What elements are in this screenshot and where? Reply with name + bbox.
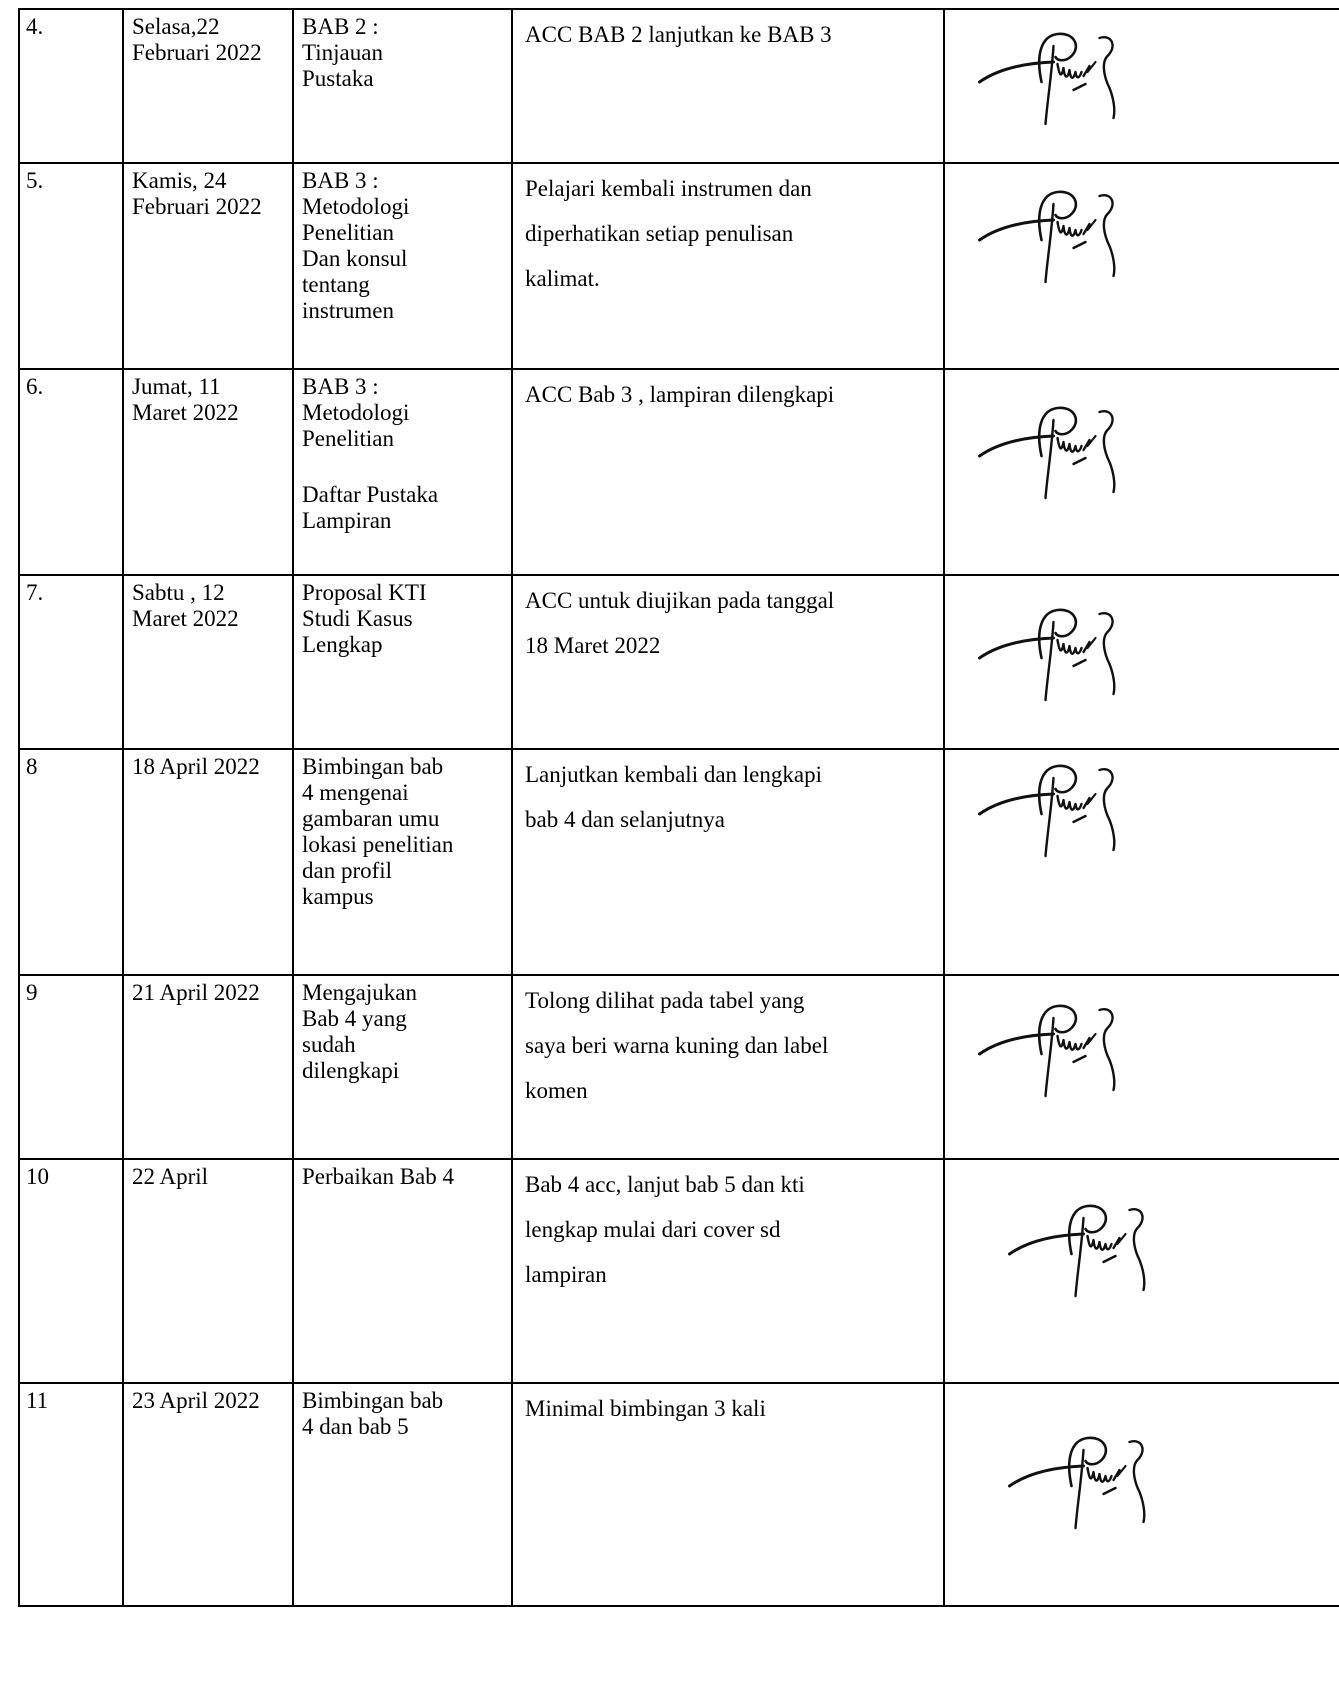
note-line: lampiran: [525, 1262, 607, 1287]
row-number-cell: [19, 369, 123, 575]
date-text: [124, 976, 292, 1006]
date-line: 21 April 2022: [132, 980, 260, 1005]
topic-line: dan profil: [302, 858, 393, 883]
topic-text: [294, 976, 511, 1084]
topic-cell: [293, 9, 512, 163]
row-number-cell: [19, 163, 123, 369]
topic-line: Bimbingan bab: [302, 754, 444, 779]
note-line: komen: [525, 1078, 588, 1103]
supervisor-note: [513, 370, 943, 417]
row-number-cell: [19, 9, 123, 163]
note-cell: [512, 575, 944, 749]
row-number-cell: [19, 975, 123, 1159]
topic-cell: [293, 749, 512, 975]
signature-icon: [1003, 1198, 1158, 1308]
supervisor-note: [513, 750, 943, 842]
topic-line: Dan konsul: [302, 246, 408, 271]
date-line: 18 April 2022: [132, 754, 260, 779]
date-line: Selasa,22: [132, 14, 220, 39]
table-row: [19, 1383, 1339, 1606]
topic-text: [294, 10, 511, 92]
note-line: ACC BAB 2 lanjutkan ke BAB 3: [525, 22, 832, 47]
topic-line: dilengkapi: [302, 1058, 400, 1083]
topic-cell: [293, 1383, 512, 1606]
table-row: [19, 9, 1339, 163]
signature-cell: [944, 1159, 1339, 1383]
topic-text: [294, 164, 511, 324]
table-row: [19, 575, 1339, 749]
topic-line: Perbaikan Bab 4: [302, 1164, 455, 1189]
date-cell: [123, 1383, 293, 1606]
row-number: 10: [26, 1164, 49, 1189]
paragraph-gap: [302, 452, 503, 482]
note-line: Lanjutkan kembali dan lengkapi: [525, 762, 822, 787]
date-line: 23 April 2022: [132, 1388, 260, 1413]
note-cell: [512, 9, 944, 163]
date-text: [124, 1384, 292, 1414]
topic-line: Daftar Pustaka: [302, 482, 439, 507]
row-number-cell: [19, 1383, 123, 1606]
note-line: ACC Bab 3 , lampiran dilengkapi: [525, 382, 835, 407]
topic-line: tentang: [302, 272, 370, 297]
topic-line: Pustaka: [302, 66, 374, 91]
note-line: diperhatikan setiap penulisan: [525, 221, 794, 246]
topic-line: Lampiran: [302, 508, 392, 533]
note-cell: [512, 1383, 944, 1606]
row-number: 5.: [26, 168, 44, 193]
topic-cell: [293, 975, 512, 1159]
date-line: Februari 2022: [132, 194, 262, 219]
date-text: [124, 10, 292, 66]
topic-line: BAB 2 :: [302, 14, 379, 39]
note-line: Bab 4 acc, lanjut bab 5 dan kti: [525, 1172, 805, 1197]
date-cell: [123, 1159, 293, 1383]
topic-line: Mengajukan: [302, 980, 417, 1005]
note-cell: [512, 975, 944, 1159]
topic-line: Tinjauan: [302, 40, 383, 65]
topic-text: [294, 370, 511, 534]
topic-line: Metodologi: [302, 194, 410, 219]
signature-icon: [973, 26, 1128, 136]
signature-icon: [973, 184, 1128, 294]
row-number: 9: [26, 980, 38, 1005]
signature-cell: [944, 369, 1339, 575]
topic-line: Bab 4 yang: [302, 1006, 407, 1031]
table-row: [19, 749, 1339, 975]
topic-line: lokasi penelitian: [302, 832, 454, 857]
table-row: [19, 1159, 1339, 1383]
note-line: lengkap mulai dari cover sd: [525, 1217, 781, 1242]
consultation-log-body: [19, 9, 1339, 1606]
row-number-cell: [19, 1159, 123, 1383]
note-cell: [512, 749, 944, 975]
row-number: 11: [26, 1388, 49, 1413]
date-cell: [123, 749, 293, 975]
note-line: 18 Maret 2022: [525, 633, 661, 658]
signature-cell: [944, 163, 1339, 369]
topic-cell: [293, 163, 512, 369]
topic-line: gambaran umu: [302, 806, 440, 831]
row-number: 6.: [26, 374, 44, 399]
date-text: [124, 164, 292, 220]
signature-icon: [973, 602, 1128, 712]
topic-line: Lengkap: [302, 632, 383, 657]
signature-icon: [973, 998, 1128, 1108]
note-line: ACC untuk diujikan pada tanggal: [525, 588, 835, 613]
supervisor-note: [513, 576, 943, 668]
topic-cell: [293, 369, 512, 575]
note-line: bab 4 dan selanjutnya: [525, 807, 725, 832]
supervisor-note: [513, 164, 943, 301]
supervisor-note: [513, 10, 943, 57]
note-cell: [512, 369, 944, 575]
topic-text: [294, 750, 511, 910]
date-cell: [123, 9, 293, 163]
topic-text: [294, 576, 511, 658]
topic-line: Metodologi: [302, 400, 410, 425]
signature-cell: [944, 1383, 1339, 1606]
row-number: 4.: [26, 14, 44, 39]
signature-icon: [973, 400, 1128, 510]
date-cell: [123, 575, 293, 749]
topic-line: sudah: [302, 1032, 356, 1057]
topic-line: BAB 3 :: [302, 168, 379, 193]
date-line: 22 April: [132, 1164, 209, 1189]
consultation-log-table: [18, 8, 1339, 1607]
topic-line: Penelitian: [302, 220, 394, 245]
topic-cell: [293, 1159, 512, 1383]
topic-text: [294, 1384, 511, 1440]
date-line: Maret 2022: [132, 400, 239, 425]
note-line: kalimat.: [525, 266, 600, 291]
topic-line: 4 mengenai: [302, 780, 409, 805]
topic-line: instrumen: [302, 298, 394, 323]
date-text: [124, 576, 292, 632]
note-line: Minimal bimbingan 3 kali: [525, 1396, 766, 1421]
row-number: 7.: [26, 580, 44, 605]
topic-cell: [293, 575, 512, 749]
row-number: 8: [26, 754, 38, 779]
signature-cell: [944, 749, 1339, 975]
date-line: Jumat, 11: [132, 374, 221, 399]
date-text: [124, 1160, 292, 1190]
table-row: [19, 163, 1339, 369]
topic-line: Bimbingan bab: [302, 1388, 444, 1413]
signature-icon: [973, 758, 1128, 868]
date-text: [124, 370, 292, 426]
topic-line: Penelitian: [302, 426, 394, 451]
date-line: Kamis, 24: [132, 168, 227, 193]
note-cell: [512, 163, 944, 369]
supervisor-note: [513, 976, 943, 1113]
date-cell: [123, 975, 293, 1159]
signature-icon: [1003, 1430, 1158, 1540]
date-text: [124, 750, 292, 780]
note-line: Pelajari kembali instrumen dan: [525, 176, 812, 201]
date-cell: [123, 163, 293, 369]
topic-line: 4 dan bab 5: [302, 1414, 409, 1439]
supervisor-note: [513, 1160, 943, 1297]
topic-line: BAB 3 :: [302, 374, 379, 399]
table-row: [19, 975, 1339, 1159]
supervisor-note: [513, 1384, 943, 1431]
table-row: [19, 369, 1339, 575]
date-line: Maret 2022: [132, 606, 239, 631]
topic-line: Studi Kasus: [302, 606, 413, 631]
date-cell: [123, 369, 293, 575]
signature-cell: [944, 575, 1339, 749]
signature-cell: [944, 975, 1339, 1159]
note-line: saya beri warna kuning dan label: [525, 1033, 829, 1058]
row-number-cell: [19, 575, 123, 749]
topic-line: Proposal KTI: [302, 580, 427, 605]
signature-cell: [944, 9, 1339, 163]
date-line: Sabtu , 12: [132, 580, 225, 605]
date-line: Februari 2022: [132, 40, 262, 65]
topic-text: [294, 1160, 511, 1190]
topic-line: kampus: [302, 884, 374, 909]
note-line: Tolong dilihat pada tabel yang: [525, 988, 805, 1013]
note-cell: [512, 1159, 944, 1383]
row-number-cell: [19, 749, 123, 975]
